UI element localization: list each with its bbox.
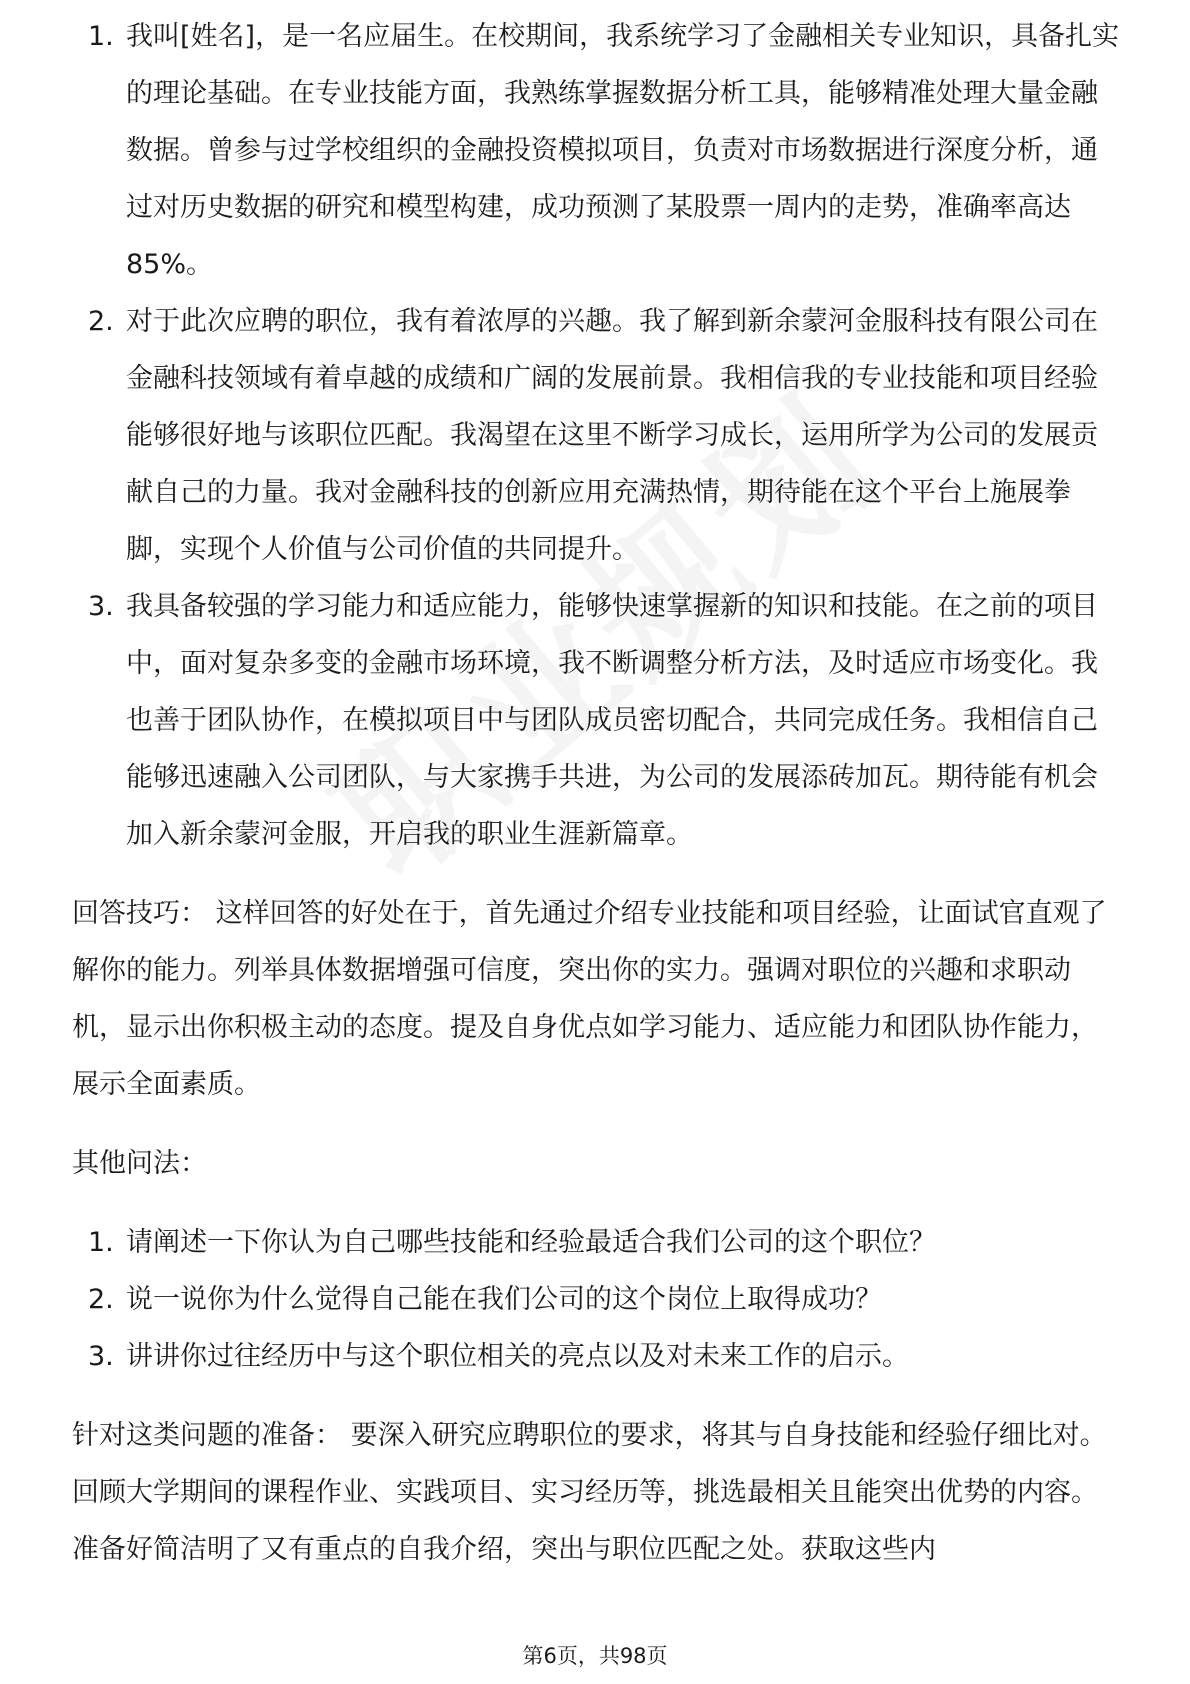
list-text: 我叫[姓名]，是一名应届生。在校期间，我系统学习了金融相关专业知识，具备扎实的理论基础。在专业技能方面，我熟练掌握数据分析工具，能够精准处理大量金融数据。曾参与过学校组织的金融投资模拟项目，负责对市场数据进行深度分析，通过对历史数据的研究和模型构建，成功预测了某股票一周内的走势，准确率高达 85%。 [126, 21, 1120, 280]
list-text: 对于此次应聘的职位，我有着浓厚的兴趣。我了解到新余蒙河金服科技有限公司在金融科技领域有着卓越的成绩和广阔的发展前景。我相信我的专业技能和项目经验能够很好地与该职位匹配。我渴望在这里不断学习成长，运用所学为公司的发展贡献自己的力量。我对金融科技的创新应用充满热情，期待能在这个平台上施展拳脚，实现个人价值与公司价值的共同提升。 [126, 306, 1098, 565]
list-number: 3. [88, 1341, 114, 1372]
preparation-paragraph: 针对这类问题的准备： 要深入研究应聘职位的要求，将其与自身技能和经验仔细比对。回顾大学期间的课程作业、实践项目、实习经历等，挑选最相关且能突出优势的内容。准备好简洁明了又有重点的自我介绍，突出与职位匹配之处。获取这些内 [72, 1420, 1107, 1565]
list-item [72, 578, 1122, 863]
answer-tips: 回答技巧： 这样回答的好处在于，首先通过介绍专业技能和项目经验，让面试官直观了解你的能力。列举具体数据增强可信度，突出你的实力。强调对职位的兴趣和求职动机，显示出你积极主动的态度。提及自身优点如学习能力、适应能力和团队协作能力，展示全面素质。 [72, 898, 1107, 1100]
list-item [72, 293, 1122, 578]
list-number: 3. [88, 591, 114, 622]
list-item [72, 1328, 1122, 1385]
other-questions-list [72, 1214, 1122, 1385]
list-item [72, 8, 1122, 293]
answer-list [72, 8, 1122, 863]
other-questions-heading: 其他问法： [72, 1148, 207, 1179]
list-number: 2. [88, 1284, 114, 1315]
list-text: 请阐述一下你认为自己哪些技能和经验最适合我们公司的这个职位？ [126, 1227, 936, 1258]
page-footer: 第6页，共98页 [522, 1644, 668, 1668]
list-text: 我具备较强的学习能力和适应能力，能够快速掌握新的知识和技能。在之前的项目中，面对复杂多变的金融市场环境，我不断调整分析方法，及时适应市场变化。我也善于团队协作，在模拟项目中与团队成员密切配合，共同完成任务。我相信自己能够迅速融入公司团队，与大家携手共进，为公司的发展添砖加瓦。期待能有机会加入新余蒙河金服，开启我的职业生涯新篇章。 [126, 591, 1098, 850]
list-number: 1. [88, 21, 114, 52]
list-text: 说一说你为什么觉得自己能在我们公司的这个岗位上取得成功？ [126, 1284, 882, 1315]
list-item [72, 1271, 1122, 1328]
list-number: 2. [88, 306, 114, 337]
list-text: 讲讲你过往经历中与这个职位相关的亮点以及对未来工作的启示。 [126, 1341, 909, 1372]
list-item [72, 1214, 1122, 1271]
page-content [72, 21, 1122, 1578]
list-number: 1. [88, 1227, 114, 1258]
